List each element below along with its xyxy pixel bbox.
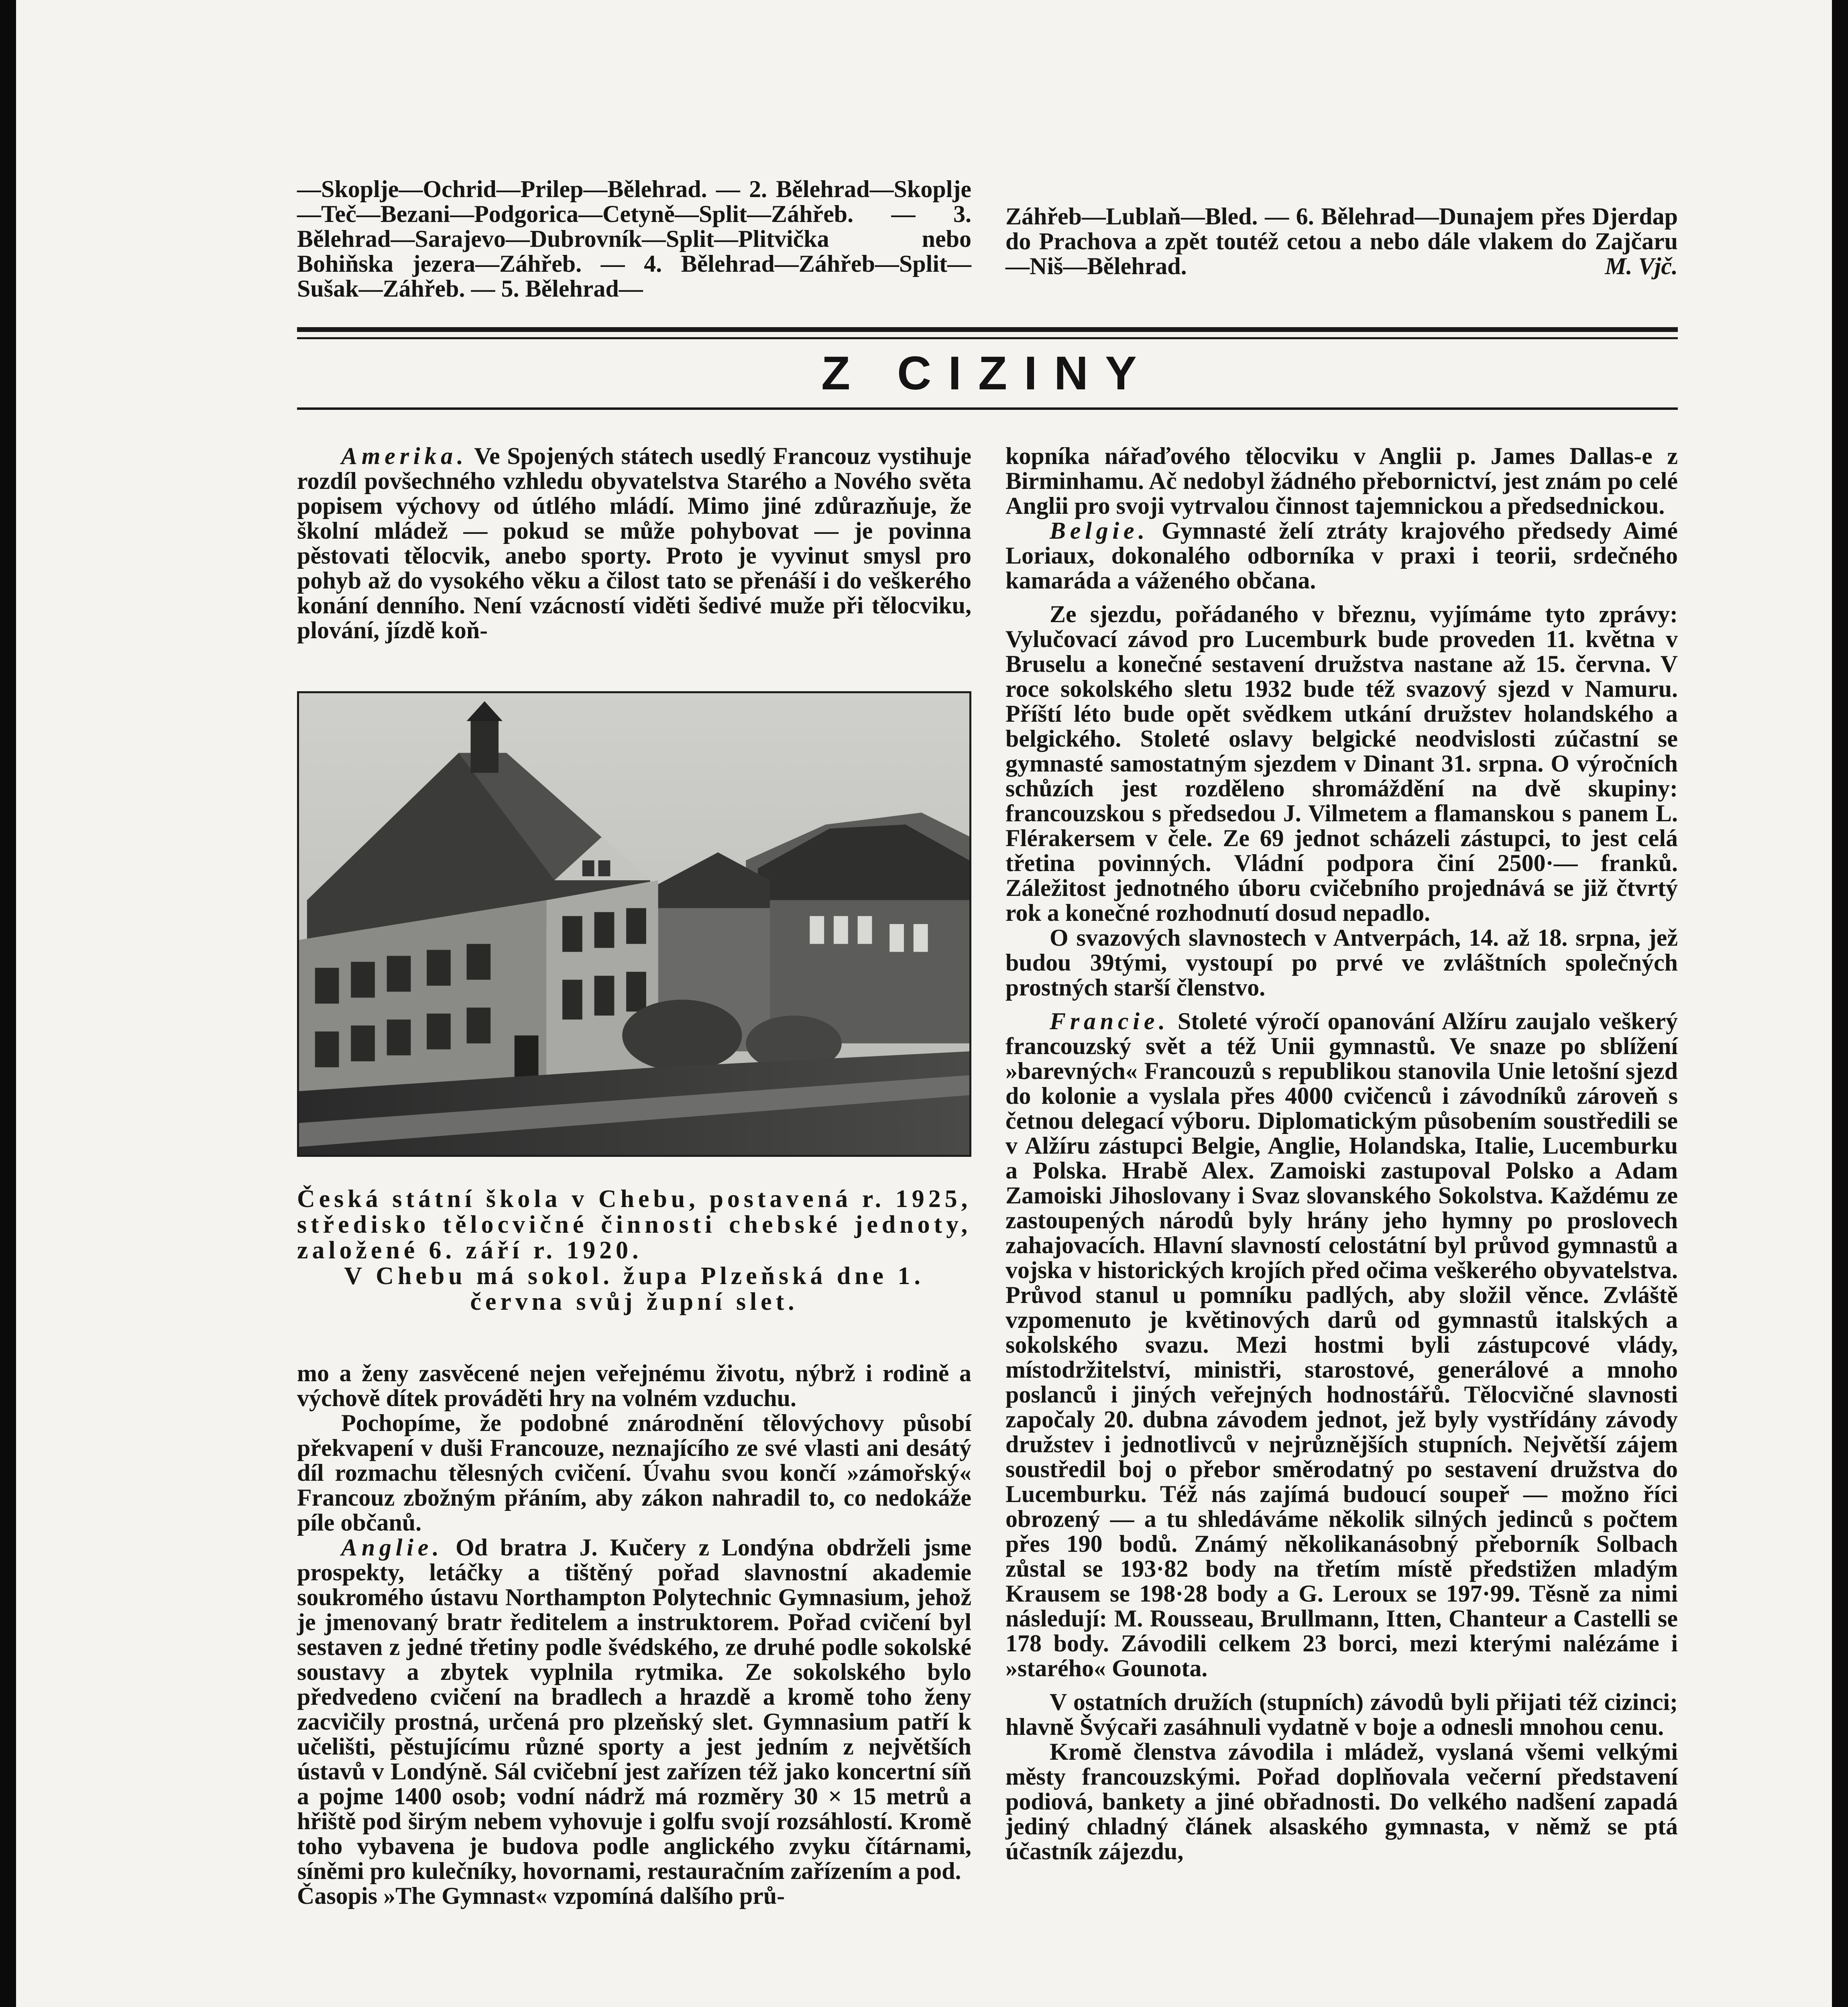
left-column-top [297,444,971,643]
right-paragraph-4: O svazových slavnostech v Antverpách, 14. až 18. srpna, jež budou 39tými, vystoupí po prvé ve zvláštních společných prostných starší členstvo. [1005,924,1678,1001]
school-building-image [299,693,969,1155]
top-right-paragraph [1005,204,1678,279]
photo-caption [297,1186,971,1315]
anglie-text: Od bratra J. Kučery z Londýna obdrželi jsme prospekty, letáčky a tištěný pořad slavnostní akademie soukromého ústavu Northampton Polytechnic Gymnasium, jehož je jmenovaný bratr ředitelem a instruktorem. Pořad cvičení byl sestaven z jedné třetiny podle švédského, ze druhé podle sokolské soustavy a zbytek vyplnila rytmika. Ze sokolského bylo předvedeno cvičení na bradlech a hrazdě a kromě toho ženy zacvičily prostná, určená pro plzeňský slet. Gymnasium patří k učelišti, pěstujícímu různé sporty a jest jedním z největších ústavů v Londýně. Sál cvičební jest zařízen též jako koncertní síň a pojme 1400 osob; vodní nádrž má rozměry 30 × 15 metrů a hřiště pod širým nebem vyhovuje i golfu svojí rozsáhlostí. Kromě toho vybavena je budova podle anglického zvyku čítárnami, síněmi pro kulečníky, hovornami, restauračním zařízením a pod. [297,1534,971,1884]
belgie-paragraph [1005,518,1678,593]
top-right-text: Záhřeb—Lublaň—Bled. — 6. Bělehrad—Dunajem přes Djerdap do Prachova a zpět toutéž cetou a nebo dále vlakem do Zajčaru—Niš—Bělehrad. [1005,203,1678,279]
school-photograph [297,691,971,1157]
right-paragraph-1: kopníka nářaďového tělocviku v Anglii p. James Dallas-e z Birminhamu. Ač nedobyl žádného přebornictví, jest znám po celé Anglii pro svoji vytrvalou činnost tajemnickou a předsednickou. [1005,443,1678,519]
right-paragraph-7: Kromě členstva závodila i mládež, vyslaná všemi velkými městy francouzskými. Pořad doplňovala večerní představení podiová, bankety a jiné obřadnosti. Do velkého nadšení zapadá jediný chladný článek alsaského gymnasta, v němž se ptá účastník zájezdu, [1005,1738,1678,1865]
francie-paragraph [1005,1009,1678,1681]
belgie-label: Belgie. [1050,517,1149,544]
francie-label: Francie. [1050,1008,1170,1034]
right-paragraph-6: V ostatních družích (stupních) závodů byli přijati též cizinci; hlavně Švýcaři zasáhnuli vydatně v boje a odnesli mnohou cenu. [1005,1689,1678,1740]
right-paragraph-3: Ze sjezdu, pořádaného v březnu, vyjímáme tyto zprávy: Vylučovací závod pro Lucemburk bude proveden 11. května v Bruselu a konečné sestavení družstva nastane až 15. června. V roce sokolského sletu 1932 bude též svazový sjezd v Namuru. Příští léto bude opět svědkem utkání družstev holandského a belgického. Stoleté oslavy belgické neodvislosti zúčastní se gymnasté samostatným sjezdem v Dinant 31. srpna. O výročních schůzích jest rozděleno shromáždění na dvě skupiny: francouzskou s předsedou J. Vilmetem a flamanskou s panem L. Flérakersem v čele. Ze 69 jednot scházeli zástupci, to jest celá třetina povinných. Vládní podpora činí 2500·— franků. Záležitost jednotného úboru cvičebního projednává se již čtvrtý rok a konečné rozhodnutí dosud nepadlo. [1005,601,1678,926]
author-signature: M. Vjč. [1605,253,1678,279]
top-right-column [1005,204,1678,279]
heading-rule-thick [297,327,1678,332]
caption-line-1: Česká státní škola v Chebu, postavená r. 1925, středisko tělocvičné činnosti chebské jednoty, založené 6. září r. 1920. [297,1185,971,1264]
paragraph-gap [1005,1681,1678,1689]
section-title: Z CIZINY [821,347,1154,400]
francie-text: Stoleté výročí opanování Alžíru zaujalo veškerý francouzský svět a též Unii gymnastů. Ve snaze po sblížení »barevných« Francouzů s republikou stanovila Unie letošní sjezd do kolonie a vyslala přes 4000 cvičenců i závodníků zároveň s četnou delegací výboru. Diplomatickým působením soustředili se v Alžíru zástupci Belgie, Anglie, Holandska, Italie, Lucemburku a Polska. Hrabě Alex. Zamoiski zastupoval Polsko a Adam Zamoiski Jihoslovany i Svaz slovanského Sokolstva. Každému ze zastoupených národů byly hrány jeho hymny po proslovech zahajovacích. Hlavní slavností celostátní byl průvod gymnastů a vojska v historických krojích před očima veškerého obyvatelstva. Průvod stanul u pomníku padlých, aby složil věnce. Zvláště vzpomenuto je květinových darů od gymnastů italských a sokolského svazu. Mezi hostmi byli zástupcové vlády, místodržitelství, ministři, starostové, generálové a mnoho poslanců i jiných veřejných hodnostářů. Tělocvičné slavnosti započaly 20. dubna závodem jednot, jež byly vystřídány závody družstev i jednotlivců v nejrůznějších stupních. Největší zájem soustředil boj o přebor směrodatný po sestavení družstva do Lucemburku. Též nás zajímá budoucí soupeř — možno říci obrozený — a tu shledáváme několik silných jedinců s počtem přes 190 bodů. Známý několikanásobný přeborník Solbach zůstal se 193·82 body na třetím místě předstižen mladým Krausem se 198·28 body a G. Leroux se 197·99. Těsně za nimi následují: M. Rousseau, Brullmann, Itten, Chanteur a Castelli se 178 body. Závodili celkem 23 borci, mezi kterými nalézáme i »starého« Gounota. [1005,1008,1678,1681]
left-column-bottom [297,1361,971,1908]
amerika-text: Ve Spojených státech usedlý Francouz vystihuje rozdíl povšechného vzhledu obyvatelstva Starého a Nového světa popisem výchovy od útlého mládí. Mimo jiné zdůrazňuje, že školní mládež — pokud se může pohybovat — je povinna pěstovati tělocvik, anebo sporty. Proto je vyvinut smysl pro pohyb až do vysokého věku a čilost tato se přenáší i do veškerého konání denního. Není vzácností viděti šedivé muže při tělocviku, plování, jízdě koň- [297,443,971,643]
anglie-paragraph [297,1535,971,1883]
top-left-text: —Skoplje—Ochrid—Prilep—Bělehrad. — 2. Bělehrad—Skoplje—Teč—Bezani—Podgorica—Cetyně—Split—Záhřeb. — 3. Bělehrad—Sarajevo—Dubrovník—Split—Plitvička nebo Bohiňska jezera—Záhřeb. — 4. Bělehrad—Záhřeb—Split—Sušak—Záhřeb. — 5. Bělehrad— [297,176,971,302]
anglie-label: Anglie. [341,1534,443,1561]
magazine-page [16,0,1832,2007]
caption-line-2: V Chebu má sokol. župa Plzeňská dne 1. června svůj župní slet. [344,1262,924,1315]
belgie-text: Gymnasté želí ztráty krajového předsedy Aimé Loriaux, dokonalého odborníka v praxi i teorii, srdečného kamaráda a váženého občana. [1005,517,1678,594]
top-left-column [297,177,971,301]
paragraph-gap [1005,593,1678,602]
paragraph-gap [1005,1000,1678,1009]
amerika-paragraph [297,444,971,643]
right-column [1005,444,1678,1864]
after-photo-paragraph-1: mo a ženy zasvěcené nejen veřejnému životu, nýbrž i rodině a výchově dítek prováděti hry na volném vzduchu. [297,1360,971,1411]
after-photo-paragraph-2: Pochopíme, že podobné znárodnění tělovýchovy působí překvapení v duši Francouze, neznajícího ze své vlasti ani desátý díl rozmachu tělesných cvičení. Úvahu svou končí »zámořský« Francouz zbožným přáním, aby zákon nahradil to, co nedokáže píle občanů. [297,1410,971,1536]
gymnast-paragraph-start: Časopis »The Gymnast« vzpomíná dalšího prů- [297,1883,785,1909]
heading-rule-thin [297,337,1678,339]
amerika-label: Amerika. [341,443,468,469]
heading-rule-bottom [297,407,1678,410]
